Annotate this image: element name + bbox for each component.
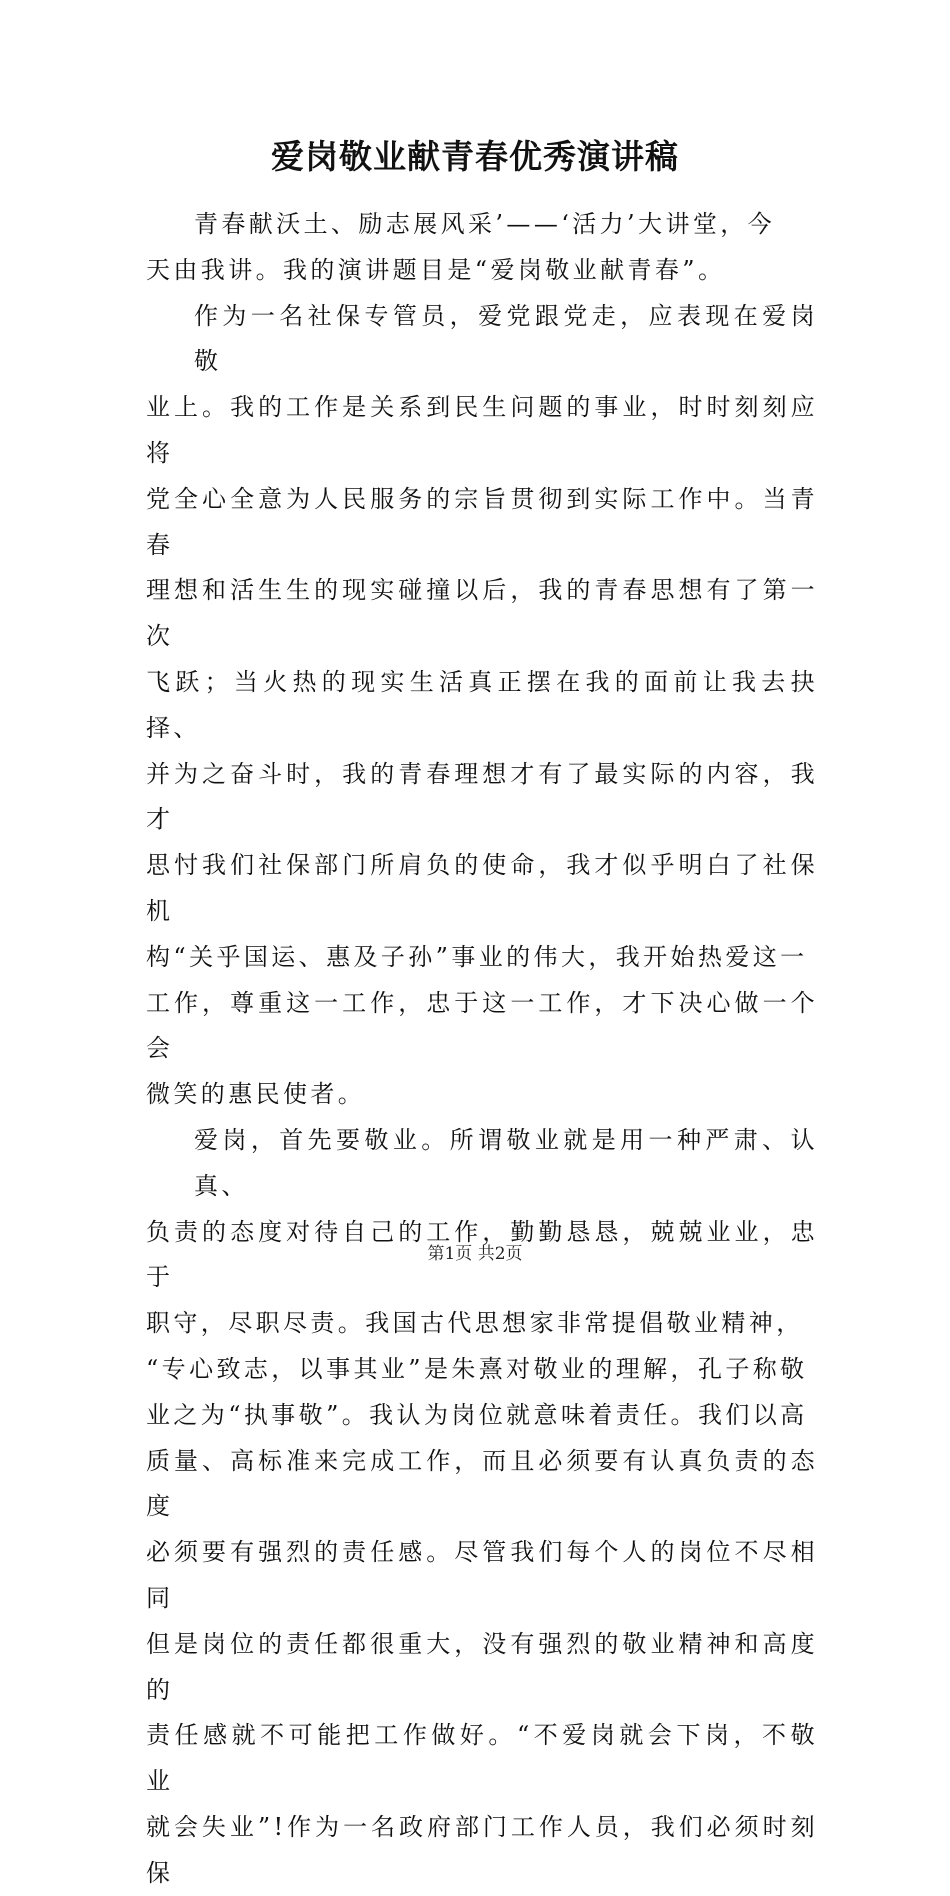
- text-line: 并为之奋斗时，我的青春理想才有了最实际的内容，我才: [146, 759, 818, 834]
- text-line: 质量、高标准来完成工作，而且必须要有认真负责的态度: [146, 1446, 818, 1521]
- text-line: 党全心全意为人民服务的宗旨贯彻到实际工作中。当青春: [146, 484, 818, 559]
- text-line: 爱岗，首先要敬业。所谓敬业就是用一种严肃、认真、: [194, 1125, 818, 1200]
- text-line: 思忖我们社保部门所肩负的使命，我才似乎明白了社保机: [146, 851, 818, 925]
- text-line: “专心致志，以事其业”是朱熹对敬业的理解，孔子称敬: [146, 1354, 808, 1383]
- text-line: 作为一名社保专管员，爱党跟党走，应表现在爱岗敬: [194, 301, 818, 376]
- text-line: 业上。我的工作是关系到民生问题的事业，时时刻刻应将: [146, 393, 818, 467]
- text-line: 负责的态度对待自己的工作，勤勤恳恳，兢兢业业，忠于: [146, 1217, 818, 1292]
- text-line: 职守，尽职尽责。我国古代思想家非常提倡敬业精神，: [146, 1309, 804, 1338]
- document-body: [146, 202, 818, 1896]
- paragraph-3: [146, 1118, 818, 1896]
- page-footer: 第1页 共2页: [427, 1244, 523, 1264]
- document-title: 爱岗敬业献青春优秀演讲稿: [271, 137, 679, 176]
- text-line: 飞跃；当火热的现实生活真正摆在我的面前让我去抉择、: [146, 667, 818, 742]
- text-line: 业之为“执事敬”。我认为岗位就意味着责任。我们以高: [146, 1400, 808, 1429]
- paragraph-1: [146, 202, 818, 294]
- text-line: 必须要有强烈的责任感。尽管我们每个人的岗位不尽相同: [146, 1538, 818, 1612]
- text-line: 就会失业”!作为一名政府部门工作人员，我们必须时刻保: [146, 1812, 818, 1887]
- text-line: 天由我讲。我的演讲题目是“爱岗敬业献青春”。: [146, 255, 726, 284]
- text-line: 责任感就不可能把工作做好。“不爱岗就会下岗，不敬业: [146, 1721, 818, 1796]
- text-line: 青春献沃土、励志展风采’——‘活力’大讲堂，今: [194, 210, 776, 238]
- text-line: 微笑的惠民使者。: [146, 1080, 366, 1109]
- text-line: 理想和活生生的现实碰撞以后，我的青春思想有了第一次: [146, 576, 818, 651]
- text-line: 工作，尊重这一工作，忠于这一工作，才下决心做一个会: [146, 988, 818, 1063]
- paragraph-2: [146, 294, 818, 1118]
- text-line: 构“关乎国运、惠及子孙”事业的伟大，我开始热爱这一: [146, 942, 808, 971]
- text-line: 但是岗位的责任都很重大，没有强烈的敬业精神和高度的: [146, 1629, 818, 1704]
